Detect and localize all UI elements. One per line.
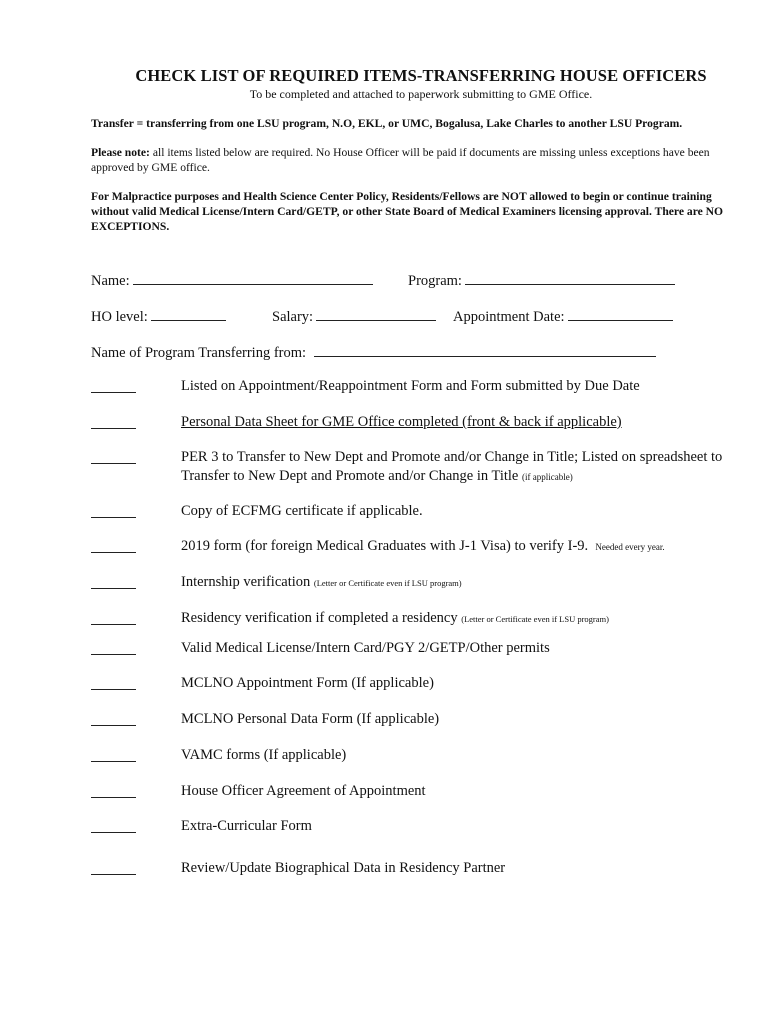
program-from-label: Name of Program Transferring from: bbox=[91, 345, 307, 361]
item-text: Valid Medical License/Intern Card/PGY 2/GETP/Other permits bbox=[181, 640, 550, 656]
item-note: (if applicable) bbox=[521, 472, 573, 482]
item-note: (Letter or Certificate even if LSU program) bbox=[313, 578, 462, 588]
item-note: (Letter or Certificate even if LSU program) bbox=[461, 614, 609, 624]
please-note bbox=[91, 145, 751, 175]
ho-level-label: HO level: bbox=[91, 309, 148, 325]
appointment-date-input-line[interactable] bbox=[568, 306, 673, 321]
item-text: Extra-Curricular Form bbox=[181, 818, 312, 834]
appointment-date-label: Appointment Date: bbox=[453, 309, 565, 325]
name-field bbox=[91, 270, 373, 290]
salary-field bbox=[272, 306, 436, 326]
checklist-blank[interactable] bbox=[91, 502, 136, 518]
page-subtitle: To be completed and attached to paperwork submitting to GME Office. bbox=[249, 87, 593, 101]
program-label: Program: bbox=[408, 273, 462, 289]
item-text: PER 3 to Transfer to New Dept and Promote and/or Change in Title; Listed on spreadsheet to Transfer to New Dept and Promote and/or Change in Title bbox=[181, 449, 723, 484]
item-text: MCLNO Appointment Form (If applicable) bbox=[181, 675, 434, 691]
checklist-blank[interactable] bbox=[91, 817, 136, 833]
item-text: Internship verification bbox=[181, 574, 311, 590]
program-from-field bbox=[91, 342, 656, 362]
transfer-definition: Transfer = transferring from one LSU program, N.O, EKL, or UMC, Bogalusa, Lake Charles to another LSU Program. bbox=[91, 117, 683, 130]
item-text: Personal Data Sheet for GME Office completed (front & back if applicable) bbox=[181, 414, 622, 430]
checklist-blank[interactable] bbox=[91, 448, 136, 464]
checklist-blank[interactable] bbox=[91, 639, 136, 655]
item-text: Listed on Appointment/Reappointment Form and Form submitted by Due Date bbox=[181, 378, 640, 394]
salary-label: Salary: bbox=[272, 309, 314, 325]
page-title: CHECK LIST OF REQUIRED ITEMS-TRANSFERRING HOUSE OFFICERS bbox=[135, 66, 707, 85]
appointment-date-field bbox=[453, 306, 673, 326]
name-input-line[interactable] bbox=[133, 270, 373, 285]
salary-input-line[interactable] bbox=[316, 306, 436, 321]
item-text: Copy of ECFMG certificate if applicable. bbox=[181, 503, 423, 519]
item-text: 2019 form (for foreign Medical Graduates with J-1 Visa) to verify I-9. bbox=[181, 538, 589, 554]
please-note-label: Please note: bbox=[91, 146, 150, 159]
item-text: VAMC forms (If applicable) bbox=[181, 747, 347, 763]
name-label: Name: bbox=[91, 273, 130, 289]
checklist-blank[interactable] bbox=[91, 609, 136, 625]
item-text: House Officer Agreement of Appointment bbox=[181, 783, 426, 799]
checklist-blank[interactable] bbox=[91, 573, 136, 589]
checklist-blank[interactable] bbox=[91, 537, 136, 553]
item-text: Review/Update Biographical Data in Residency Partner bbox=[181, 860, 506, 876]
ho-level-field bbox=[91, 306, 226, 326]
item-text: MCLNO Personal Data Form (If applicable) bbox=[181, 711, 440, 727]
program-from-input-line[interactable] bbox=[314, 342, 656, 357]
please-note-text: all items listed below are required. No House Officer will be paid if documents are missing unless exceptions have been approved by GME office. bbox=[91, 146, 710, 174]
ho-level-input-line[interactable] bbox=[151, 306, 226, 321]
checklist-blank[interactable] bbox=[91, 377, 136, 393]
program-input-line[interactable] bbox=[465, 270, 675, 285]
item-text: Residency verification if completed a residency bbox=[181, 610, 458, 626]
item-note: Needed every year. bbox=[595, 542, 665, 552]
checklist-blank[interactable] bbox=[91, 413, 136, 429]
checklist-blank[interactable] bbox=[91, 674, 136, 690]
policy-text: For Malpractice purposes and Health Science Center Policy, Residents/Fellows are NOT allowed to begin or continue training without valid Medical License/Intern Card/GETP, or other State Board of Medical Examiners licensing approval. There are NO EXCEPTIONS. bbox=[91, 190, 724, 233]
checklist-blank[interactable] bbox=[91, 710, 136, 726]
checklist-blank[interactable] bbox=[91, 746, 136, 762]
program-field bbox=[408, 270, 675, 290]
checklist-blank[interactable] bbox=[91, 859, 136, 875]
checklist-blank[interactable] bbox=[91, 782, 136, 798]
